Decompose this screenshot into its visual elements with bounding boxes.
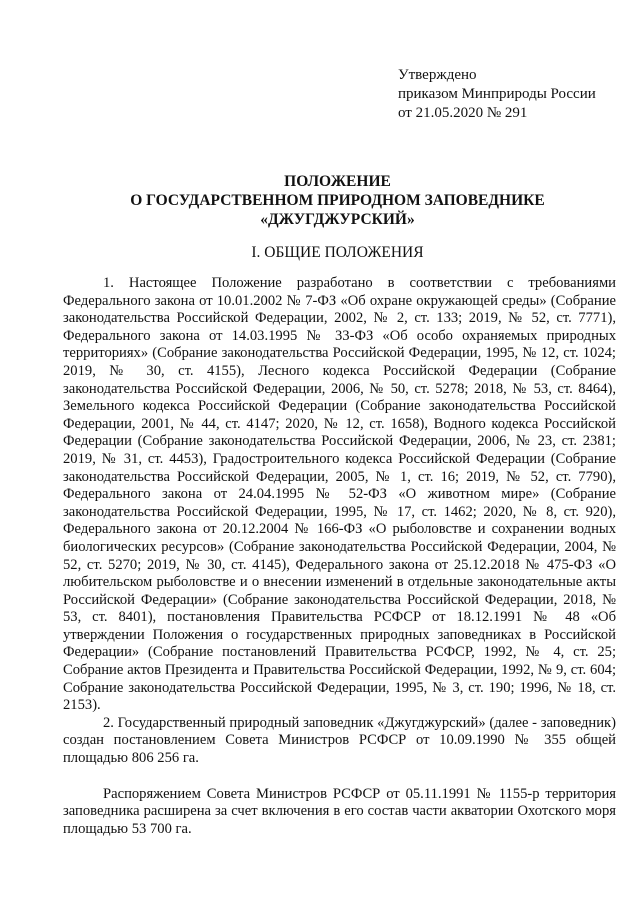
document-title <box>60 172 615 229</box>
paragraph-1: 1. Настоящее Положение разработано в соответствии с требованиями Федерального закона от 10.01.2002 № 7-ФЗ «Об охране окружающей среды» (Собрание законодательства Российской Федерации, 2002, № 2, ст. 133; 2019, № 52, ст. 7771), Федерального закона от 14.03.1995 № 33-ФЗ «Об особо охраняемых природных территориях» (Собрание законодательства Российской Федерации, 1995, № 12, ст. 1024; 2019, № 30, ст. 4155), Лесного кодекса Российской Федерации (Собрание законодательства Российской Федерации, 2006, № 50, ст. 5278; 2018, № 53, ст. 8464), Земельного кодекса Российской Федерации (Собрание законодательства Российской Федерации, 2001, № 44, ст. 4147; 2020, № 12, ст. 1658), Водного кодекса Российской Федерации (Собрание законодательства Российской Федерации, 2006, № 23, ст. 2381; 2019, № 31, ст. 4453), Градостроительного кодекса Российской Федерации (Собрание законодательства Российской Федерации, 2005, № 1, ст. 16; 2019, № 52, ст. 7790), Федерального закона от 24.04.1995 № 52-ФЗ «О животном мире» (Собрание законодательства Российской Федерации, 1995, № 17, ст. 1462; 2020, № 8, ст. 920), Федерального закона от 20.12.2004 № 166-ФЗ «О рыболовстве и сохранении водных биологических ресурсов» (Собрание законодательства Российской Федерации, 2004, № 52, ст. 5270; 2019, № 30, ст. 4145), Федерального закона от 25.12.2018 № 475-ФЗ «О любительском рыболовстве и о внесении изменений в отдельные законодательные акты Российской Федерации» (Собрание законодательства Российской Федерации, 2018, № 53, ст. 8401), постановления Правительства РСФСР от 18.12.1991 № 48 «Об утверждении Положения о государственных природных заповедниках в Российской Федерации» (Собрание постановлений Правительства РСФСР, 1992, № 4, ст. 25; Собрание актов Президента и Правительства Российской Федерации, 1992, № 9, ст. 604; Собрание законодательства Российской Федерации, 1995, № 3, ст. 190; 1996, № 18, ст. 2153). <box>63 275 616 714</box>
paragraph-3: Распоряжением Совета Министров РСФСР от 05.11.1991 № 1155-р территория заповедника расширена за счет включения в его состав части акватории Охотского моря площадью 53 700 га. <box>63 785 616 837</box>
approval-line-date-number: от 21.05.2020 № 291 <box>398 105 528 121</box>
title-line-regulation: ПОЛОЖЕНИЕ <box>284 173 391 190</box>
title-line-reserve-name: «ДЖУГДЖУРСКИЙ» <box>260 211 415 228</box>
title-line-reserve: О ГОСУДАРСТВЕННОМ ПРИРОДНОМ ЗАПОВЕДНИКЕ <box>130 192 545 209</box>
approval-line-approved: Утверждено <box>398 67 477 83</box>
paragraph-2: 2. Государственный природный заповедник «Джугджурский» (далее - заповедник) создан постановлением Совета Министров РСФСР от 10.09.1990 № 355 общей площадью 806 256 га. <box>63 714 616 767</box>
document-body <box>63 275 616 838</box>
approval-stamp <box>398 66 596 123</box>
approval-line-order: приказом Минприроды России <box>398 86 596 102</box>
section-heading: I. ОБЩИЕ ПОЛОЖЕНИЯ <box>251 244 424 261</box>
